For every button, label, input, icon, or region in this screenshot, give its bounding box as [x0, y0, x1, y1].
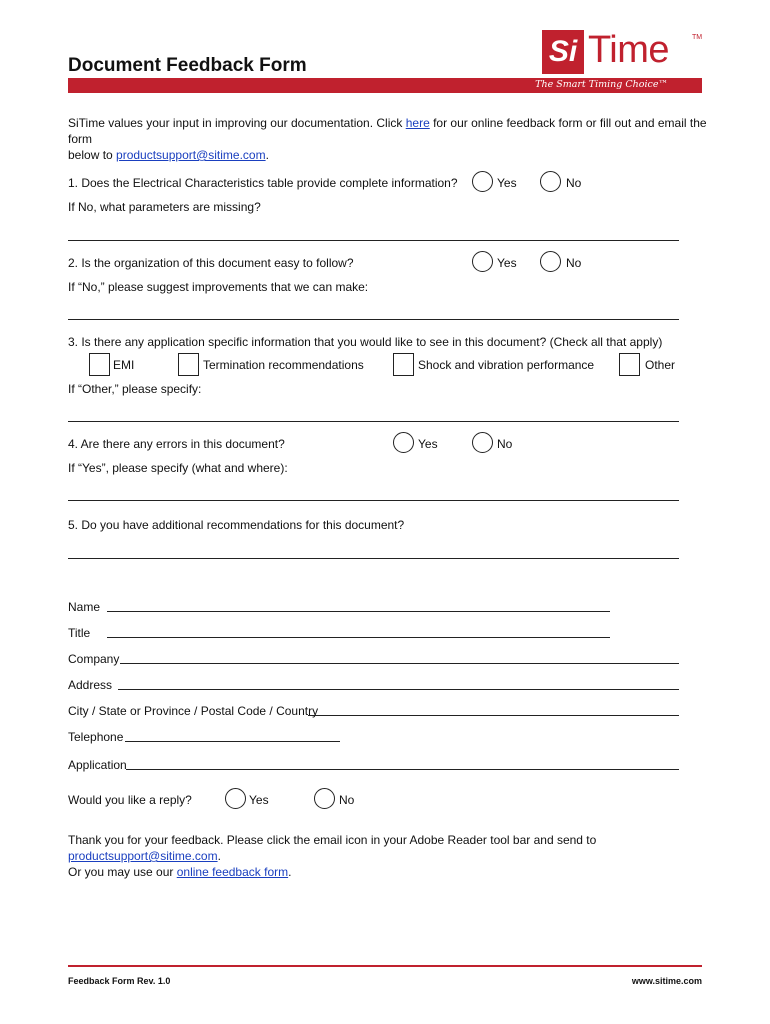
company-label: Company: [68, 652, 120, 666]
address-field[interactable]: [118, 689, 679, 690]
telephone-field[interactable]: [125, 741, 340, 742]
q4-yes-radio[interactable]: [393, 432, 414, 453]
q3-termination-label: Termination recommendations: [203, 358, 364, 372]
closing-text-1: Thank you for your feedback. Please click the email icon in your Adobe Reader tool bar and send to: [68, 833, 597, 847]
q4-answer-line[interactable]: [68, 500, 679, 501]
q4-question: 4. Are there any errors in this document?: [68, 437, 285, 451]
sitime-logo: [542, 30, 702, 74]
q3-emi-checkbox[interactable]: [89, 353, 110, 376]
q2-yes-radio[interactable]: [472, 251, 493, 272]
q5-question: 5. Do you have additional recommendations for this document?: [68, 518, 405, 532]
online-feedback-form-link[interactable]: online feedback form: [176, 865, 289, 879]
q4-no-label: No: [497, 437, 513, 451]
telephone-label: Telephone: [68, 730, 124, 744]
logo-trademark: TM: [692, 34, 703, 41]
closing-text-2: .: [217, 849, 221, 863]
q1-no-label: No: [566, 176, 582, 190]
application-label: Application: [68, 758, 127, 772]
q1-answer-line[interactable]: [68, 240, 679, 241]
q1-followup: If No, what parameters are missing?: [68, 200, 261, 214]
q3-answer-line[interactable]: [68, 421, 679, 422]
closing-email-link[interactable]: productsupport@sitime.com: [68, 849, 218, 863]
application-field[interactable]: [126, 769, 679, 770]
q3-other-checkbox[interactable]: [619, 353, 640, 376]
q2-followup: If “No,” please suggest improvements that we can make:: [68, 280, 369, 294]
intro-text-4: .: [265, 148, 269, 162]
intro-text-3: below to: [68, 148, 117, 162]
reply-no-radio[interactable]: [314, 788, 335, 809]
footer-red-line: [68, 965, 702, 967]
q2-no-radio[interactable]: [540, 251, 561, 272]
name-label: Name: [68, 600, 101, 614]
closing-text-4: .: [288, 865, 292, 879]
intro-paragraph: [68, 115, 708, 163]
q4-no-radio[interactable]: [472, 432, 493, 453]
q4-yes-label: Yes: [418, 437, 438, 451]
q3-shock-label: Shock and vibration performance: [418, 358, 595, 372]
company-field[interactable]: [120, 663, 679, 664]
q5-answer-line[interactable]: [68, 558, 679, 559]
reply-yes-radio[interactable]: [225, 788, 246, 809]
reply-question: Would you like a reply?: [68, 793, 192, 807]
q3-emi-label: EMI: [113, 358, 135, 372]
q3-followup: If “Other,” please specify:: [68, 382, 202, 396]
reply-yes-label: Yes: [249, 793, 269, 807]
city-field[interactable]: [308, 715, 679, 716]
q1-yes-radio[interactable]: [472, 171, 493, 192]
reply-no-label: No: [339, 793, 355, 807]
name-field[interactable]: [107, 611, 610, 612]
q4-followup: If “Yes”, please specify (what and where):: [68, 461, 288, 475]
q1-question: 1. Does the Electrical Characteristics table provide complete information?: [68, 176, 458, 190]
q1-yes-label: Yes: [497, 176, 517, 190]
q3-termination-checkbox[interactable]: [178, 353, 199, 376]
closing-paragraph: [68, 832, 718, 880]
here-link[interactable]: here: [405, 116, 430, 130]
footer-website: www.sitime.com: [631, 976, 702, 986]
logo-si-mark: Si: [542, 30, 584, 74]
q2-no-label: No: [566, 256, 582, 270]
tagline: The Smart Timing Choice™: [535, 79, 668, 90]
q2-yes-label: Yes: [497, 256, 517, 270]
q2-answer-line[interactable]: [68, 319, 679, 320]
q3-other-label: Other: [645, 358, 676, 372]
logo-time-text: Time: [588, 29, 670, 71]
closing-text-3: Or you may use our: [68, 865, 177, 879]
page-title: Document Feedback Form: [68, 55, 307, 76]
q3-shock-checkbox[interactable]: [393, 353, 414, 376]
footer-revision: Feedback Form Rev. 1.0: [68, 976, 171, 986]
header-red-bar: [68, 78, 702, 93]
q3-question: 3. Is there any application specific information that you would like to see in this document? (Check all that apply): [68, 335, 663, 349]
intro-text-1: SiTime values your input in improving our documentation. Click: [68, 116, 406, 130]
title-field[interactable]: [107, 637, 610, 638]
title-label: Title: [68, 626, 91, 640]
q1-no-radio[interactable]: [540, 171, 561, 192]
intro-text-2: for our online feedback form or fill out and email the form: [68, 116, 707, 146]
support-email-link[interactable]: productsupport@sitime.com: [116, 148, 266, 162]
q2-question: 2. Is the organization of this document easy to follow?: [68, 256, 354, 270]
address-label: Address: [68, 678, 113, 692]
city-label: City / State or Province / Postal Code / Country: [68, 704, 319, 718]
